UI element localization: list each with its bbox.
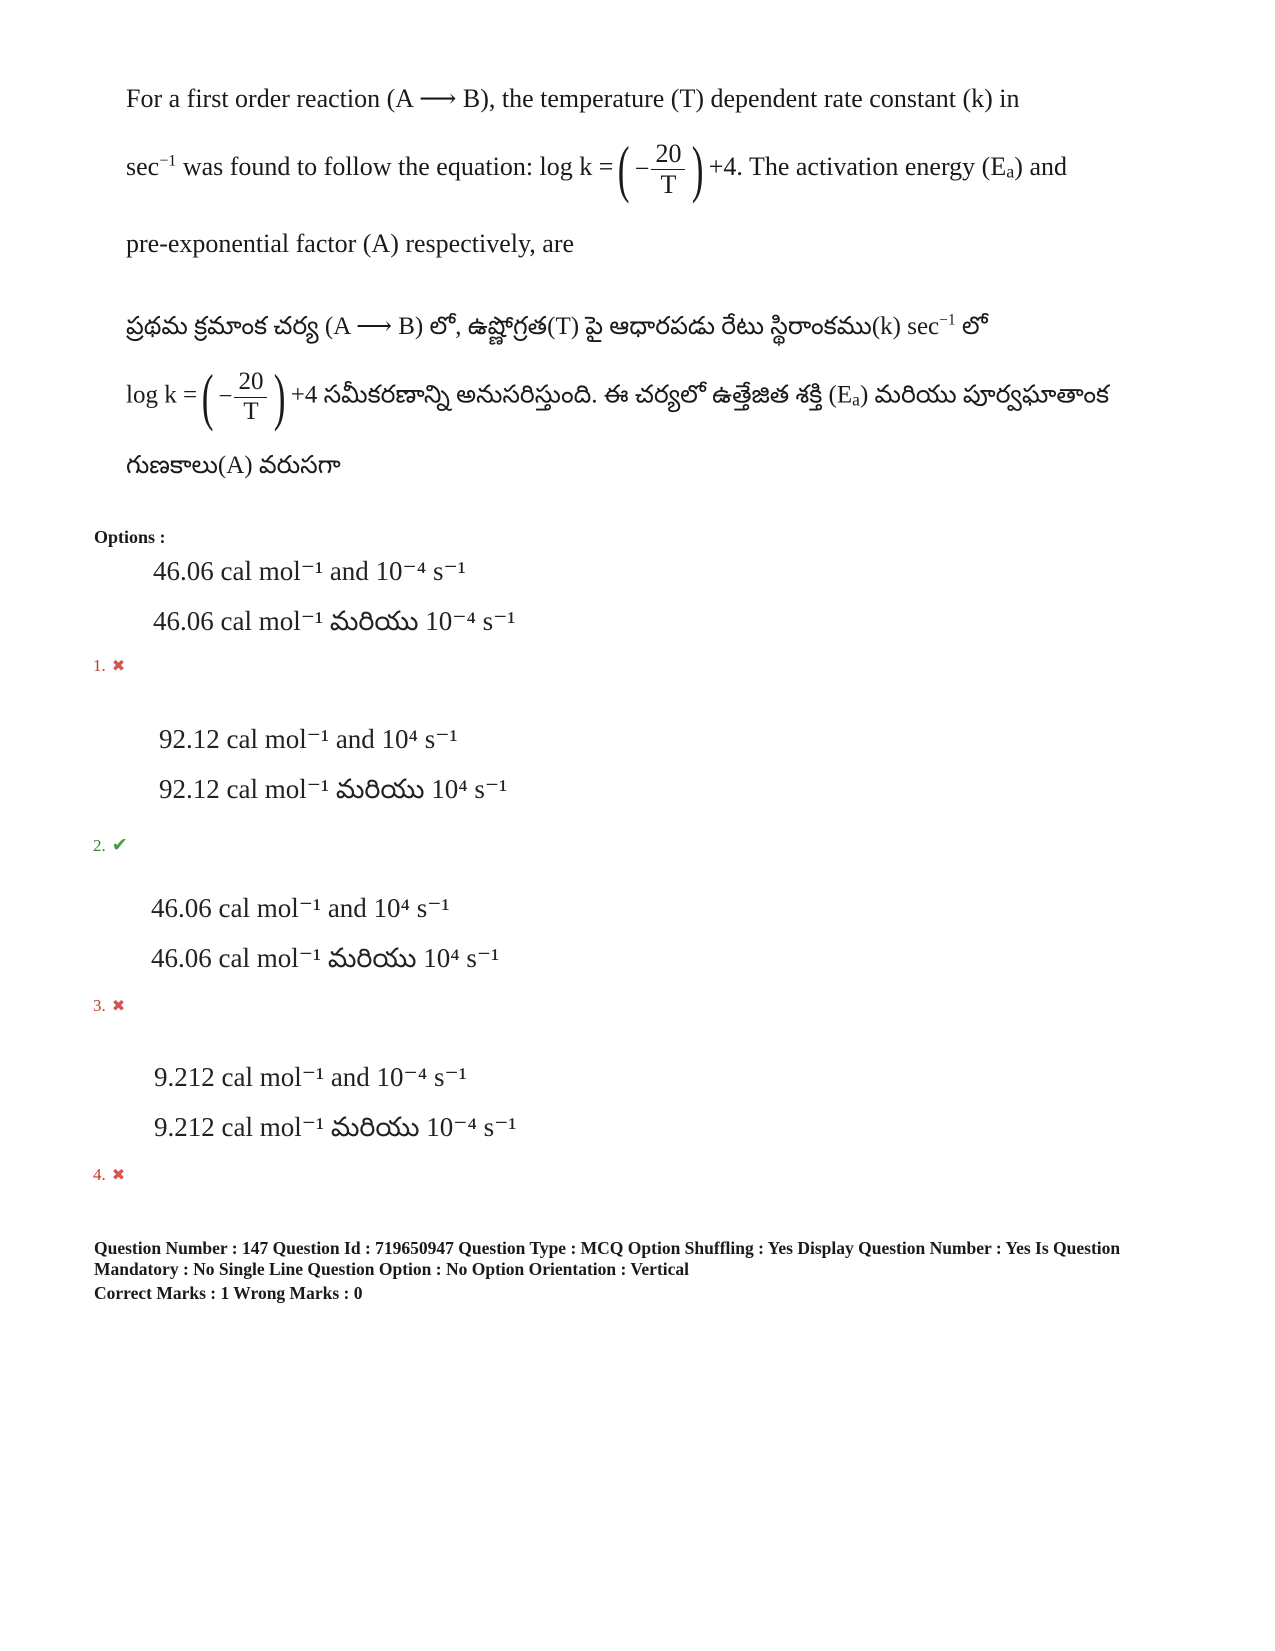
option-4-marker[interactable] [93,1165,125,1185]
te-text-1: ప్రథమ క్రమాంక చర్య (A ⟶ B) లో, ఉష్ణోగ్రత(T) పై ఆధారపడు రేటు స్థిరాంకము(k) sec [126,313,940,340]
question-en-line-1: For a first order reaction (A ⟶ B), the temperature (T) dependent rate constant (k) in [126,84,1020,113]
question-metadata: Question Number : 147 Question Id : 719650947 Question Type : MCQ Option Shuffling : Yes Display Question Number : Yes Is Question Mandatory : No Single Line Question Option : No Option Orientation : Vertical [94,1238,1121,1279]
te-text-lo: లో [955,313,988,340]
question-en-line-2 [126,133,1067,204]
eq-tail: +4 [708,151,737,181]
option-1-te: 46.06 cal mol⁻¹ మరియు 10⁻⁴ s⁻¹ [153,606,516,636]
sup-minus-one: −1 [159,152,177,170]
te-sub-a: a [852,389,860,410]
option-4-te: 9.212 cal mol⁻¹ మరియు 10⁻⁴ s⁻¹ [154,1112,517,1142]
text-equation-intro: was found to follow the equation: log k = [176,151,614,181]
options-label: Options : [94,527,166,547]
option-2-marker[interactable] [93,834,128,857]
marks-info: Correct Marks : 1 Wrong Marks : 0 [94,1283,363,1303]
checkmark-icon: ✔ [111,835,128,856]
option-3-number: 3. [93,996,106,1015]
te-log-k: log k = [126,381,198,409]
right-paren: ) [692,133,704,204]
cross-icon: ✖ [111,998,126,1015]
sub-a: a [1006,161,1015,182]
question-te-line-2 [126,361,1110,432]
eq-minus: − [634,154,650,183]
option-4-en: 9.212 cal mol⁻¹ and 10⁻⁴ s⁻¹ [154,1062,467,1092]
option-3-te: 46.06 cal mol⁻¹ మరియు 10⁴ s⁻¹ [151,943,500,973]
te-text-2-end: ) మరియు పూర్వఘాతాంక [859,381,1110,409]
option-4-number: 4. [93,1165,106,1184]
left-paren: ( [618,133,630,204]
fraction-denominator: T [660,169,677,199]
cross-icon: ✖ [111,658,126,675]
option-2-number: 2. [93,836,106,855]
te-fraction [234,368,267,427]
option-2-te: 92.12 cal mol⁻¹ మరియు 10⁴ s⁻¹ [159,774,508,804]
option-3-marker[interactable] [93,996,125,1016]
text-and: ) and [1014,151,1067,181]
option-2-en: 92.12 cal mol⁻¹ and 10⁴ s⁻¹ [159,724,458,754]
equation-fraction [613,133,708,204]
text-sec: sec [126,151,160,181]
fraction [651,139,685,200]
te-text-2: +4 సమీకరణాన్ని అనుసరిస్తుంది. ఈ చర్యలో ఉత్తేజిత శక్తి (E [290,381,853,409]
te-fraction-denominator: T [243,397,259,425]
te-left-paren: ( [201,361,214,432]
te-sup-minus-one: −1 [939,311,956,329]
te-equation-fraction [197,361,291,432]
question-te-line-1 [126,311,988,347]
option-1-number: 1. [93,656,106,675]
cross-icon: ✖ [111,1167,126,1184]
question-en-line-3: pre-exponential factor (A) respectively, are [126,229,575,258]
option-1-marker[interactable] [93,656,125,676]
question-te-line-3: గుణకాలు(A) వరుసగా [126,452,341,479]
te-right-paren: ) [274,361,286,432]
option-3-en: 46.06 cal mol⁻¹ and 10⁴ s⁻¹ [151,893,450,923]
text-activation: . The activation energy (E [736,151,1007,181]
te-fraction-numerator: 20 [234,368,267,398]
fraction-numerator: 20 [651,139,685,170]
option-1-en: 46.06 cal mol⁻¹ and 10⁻⁴ s⁻¹ [153,556,466,586]
te-eq-minus: − [218,383,233,410]
